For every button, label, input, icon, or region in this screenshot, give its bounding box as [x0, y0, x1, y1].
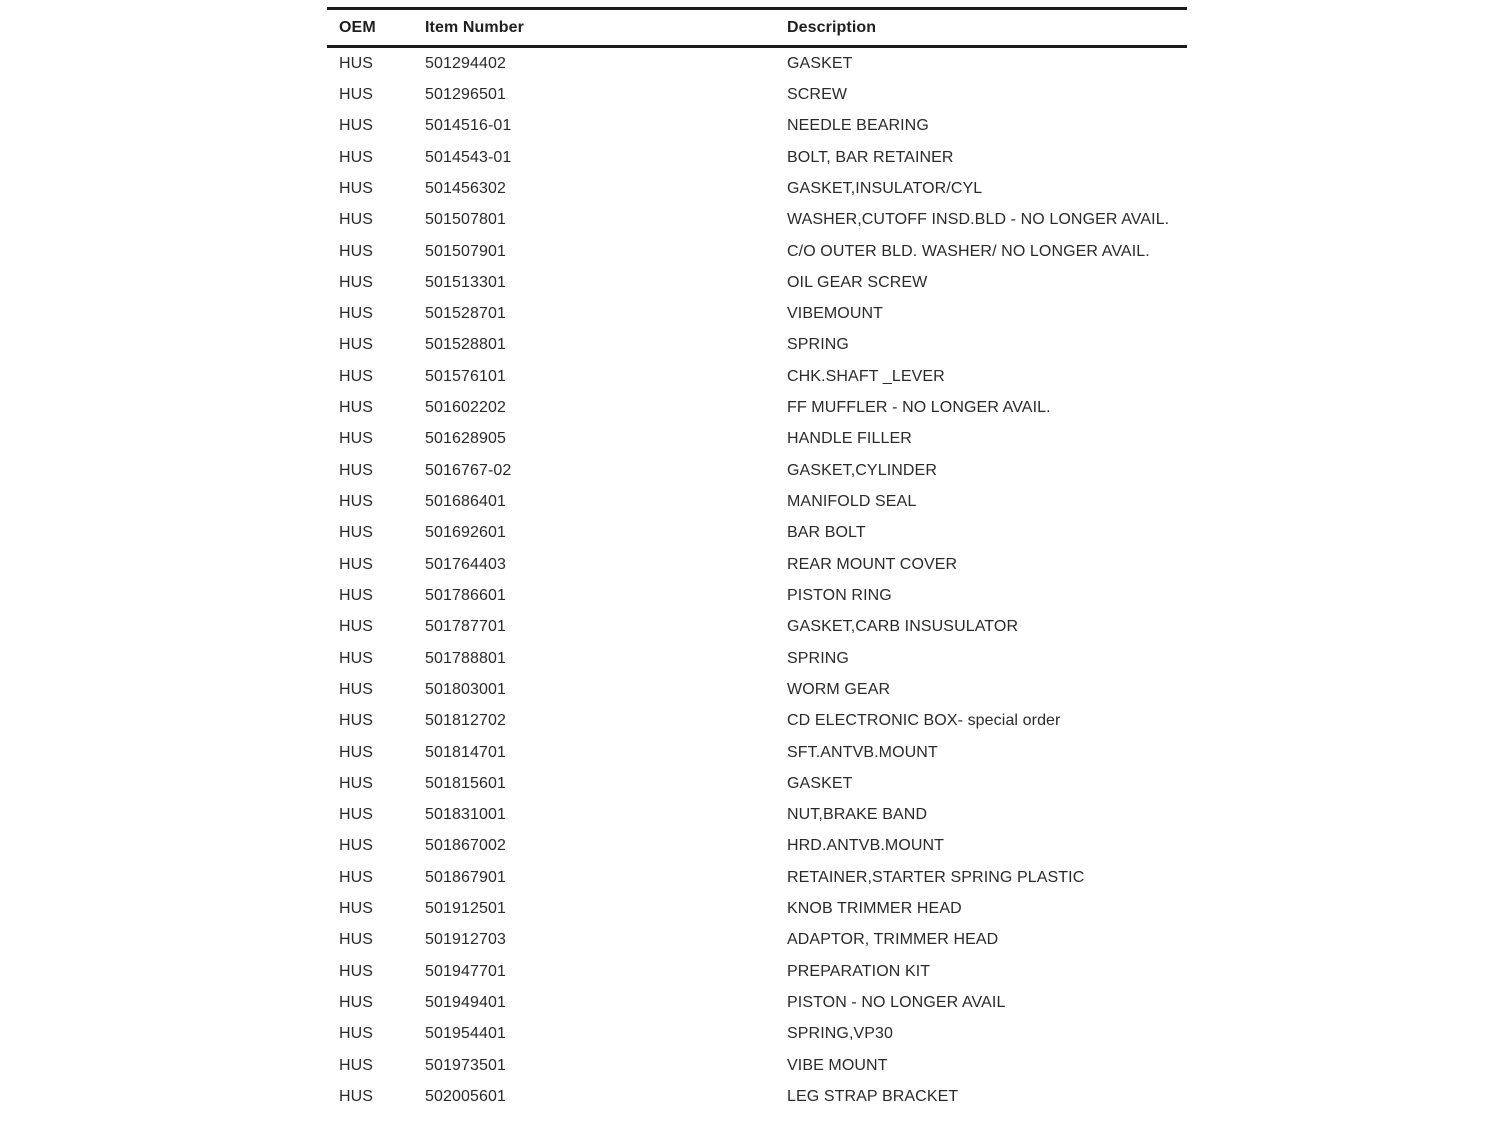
table-row: [327, 580, 1187, 611]
description-cell: MANIFOLD SEAL: [787, 493, 917, 511]
item-number-cell: 501815601: [425, 774, 506, 792]
oem-cell: HUS: [339, 837, 374, 855]
table-row: [327, 392, 1187, 423]
table-row: [327, 111, 1187, 142]
item-number-cell: 501949401: [425, 994, 506, 1012]
table-row: [327, 643, 1187, 674]
table-row: [327, 205, 1187, 236]
item-number-cell: 5014543-01: [425, 148, 512, 166]
item-number-cell: 501973501: [425, 1056, 506, 1074]
oem-cell: HUS: [339, 148, 374, 166]
table-row: [327, 48, 1187, 79]
description-cell: BAR BOLT: [787, 524, 866, 542]
oem-cell: HUS: [339, 994, 374, 1012]
table-row: [327, 925, 1187, 956]
item-number-cell: 501867901: [425, 868, 506, 886]
description-cell: PISTON RING: [787, 586, 892, 604]
description-cell: SPRING,VP30: [787, 1025, 894, 1043]
oem-cell: HUS: [339, 962, 374, 980]
oem-cell: HUS: [339, 743, 374, 761]
table-row: [327, 142, 1187, 173]
table-row: [327, 831, 1187, 862]
description-cell: PREPARATION KIT: [787, 962, 931, 980]
description-cell: GASKET: [787, 774, 853, 792]
table-body: [327, 48, 1187, 1113]
parts-table: [327, 7, 1187, 1113]
description-cell: GASKET: [787, 54, 853, 72]
item-number-cell: 501456302: [425, 179, 506, 197]
item-number-cell: 501814701: [425, 743, 506, 761]
description-cell: C/O OUTER BLD. WASHER/ NO LONGER AVAIL.: [787, 242, 1150, 260]
item-number-cell: 501528801: [425, 336, 506, 354]
oem-cell: HUS: [339, 242, 374, 260]
table-row: [327, 455, 1187, 486]
oem-cell: HUS: [339, 806, 374, 824]
oem-cell: HUS: [339, 211, 374, 229]
item-number-cell: 501787701: [425, 618, 506, 636]
table-row: [327, 706, 1187, 737]
item-number-cell: 5016767-02: [425, 461, 512, 479]
item-number-cell: 501294402: [425, 54, 506, 72]
table-row: [327, 674, 1187, 705]
table-row: [327, 173, 1187, 204]
description-cell: HRD.ANTVB.MOUNT: [787, 837, 945, 855]
description-cell: GASKET,CYLINDER: [787, 461, 937, 479]
table-row: [327, 267, 1187, 298]
oem-cell: HUS: [339, 618, 374, 636]
table-row: [327, 862, 1187, 893]
item-number-cell: 501867002: [425, 837, 506, 855]
item-number-cell: 501513301: [425, 273, 506, 291]
table-row: [327, 486, 1187, 517]
table-row: [327, 893, 1187, 924]
description-cell: GASKET,CARB INSUSULATOR: [787, 618, 1019, 636]
table-row: [327, 236, 1187, 267]
oem-cell: HUS: [339, 868, 374, 886]
oem-cell: HUS: [339, 493, 374, 511]
item-number-cell: 502005601: [425, 1087, 506, 1105]
item-number-cell: 501296501: [425, 85, 506, 103]
table-header: [327, 10, 1187, 45]
oem-cell: HUS: [339, 524, 374, 542]
item-number-cell: 501831001: [425, 806, 506, 824]
item-number-cell: 501788801: [425, 649, 506, 667]
table-row: [327, 612, 1187, 643]
oem-cell: HUS: [339, 367, 374, 385]
oem-cell: HUS: [339, 680, 374, 698]
oem-cell: HUS: [339, 273, 374, 291]
description-cell: GASKET,INSULATOR/CYL: [787, 179, 983, 197]
column-header-description: Description: [787, 18, 877, 36]
oem-cell: HUS: [339, 85, 374, 103]
description-cell: NUT,BRAKE BAND: [787, 806, 928, 824]
item-number-cell: 501764403: [425, 555, 506, 573]
description-cell: FF MUFFLER - NO LONGER AVAIL.: [787, 399, 1051, 417]
description-cell: VIBEMOUNT: [787, 305, 884, 323]
oem-cell: HUS: [339, 555, 374, 573]
item-number-cell: 501507801: [425, 211, 506, 229]
item-number-cell: 501912703: [425, 931, 506, 949]
description-cell: KNOB TRIMMER HEAD: [787, 900, 962, 918]
table-row: [327, 737, 1187, 768]
table-row: [327, 956, 1187, 987]
oem-cell: HUS: [339, 774, 374, 792]
description-cell: PISTON - NO LONGER AVAIL: [787, 994, 1006, 1012]
table-row: [327, 79, 1187, 110]
table-row: [327, 330, 1187, 361]
item-number-cell: 501954401: [425, 1025, 506, 1043]
table-row: [327, 768, 1187, 799]
description-cell: REAR MOUNT COVER: [787, 555, 958, 573]
item-number-cell: 501602202: [425, 399, 506, 417]
table-row: [327, 549, 1187, 580]
item-number-cell: 501812702: [425, 712, 506, 730]
oem-cell: HUS: [339, 1087, 374, 1105]
description-cell: CD ELECTRONIC BOX- special order: [787, 712, 1061, 730]
oem-cell: HUS: [339, 54, 374, 72]
description-cell: WORM GEAR: [787, 680, 891, 698]
item-number-cell: 501692601: [425, 524, 506, 542]
description-cell: BOLT, BAR RETAINER: [787, 148, 954, 166]
oem-cell: HUS: [339, 117, 374, 135]
description-cell: CHK.SHAFT _LEVER: [787, 367, 945, 385]
description-cell: NEEDLE BEARING: [787, 117, 929, 135]
description-cell: RETAINER,STARTER SPRING PLASTIC: [787, 868, 1085, 886]
item-number-cell: 501786601: [425, 586, 506, 604]
item-number-cell: 5014516-01: [425, 117, 512, 135]
description-cell: HANDLE FILLER: [787, 430, 912, 448]
item-number-cell: 501912501: [425, 900, 506, 918]
table-row: [327, 1081, 1187, 1112]
oem-cell: HUS: [339, 399, 374, 417]
item-number-cell: 501947701: [425, 962, 506, 980]
oem-cell: HUS: [339, 179, 374, 197]
table-row: [327, 800, 1187, 831]
description-cell: SPRING: [787, 336, 849, 354]
oem-cell: HUS: [339, 900, 374, 918]
oem-cell: HUS: [339, 430, 374, 448]
item-number-cell: 501803001: [425, 680, 506, 698]
item-number-cell: 501576101: [425, 367, 506, 385]
description-cell: OIL GEAR SCREW: [787, 273, 928, 291]
item-number-cell: 501528701: [425, 305, 506, 323]
oem-cell: HUS: [339, 1025, 374, 1043]
description-cell: VIBE MOUNT: [787, 1056, 888, 1074]
oem-cell: HUS: [339, 1056, 374, 1074]
item-number-cell: 501628905: [425, 430, 506, 448]
table-row: [327, 299, 1187, 330]
oem-cell: HUS: [339, 931, 374, 949]
table-row: [327, 518, 1187, 549]
table-row: [327, 1019, 1187, 1050]
column-header-oem: OEM: [339, 18, 376, 36]
item-number-cell: 501686401: [425, 493, 506, 511]
item-number-cell: 501507901: [425, 242, 506, 260]
oem-cell: HUS: [339, 712, 374, 730]
oem-cell: HUS: [339, 586, 374, 604]
column-header-item-number: Item Number: [425, 18, 524, 36]
table-row: [327, 424, 1187, 455]
table-row: [327, 987, 1187, 1018]
description-cell: ADAPTOR, TRIMMER HEAD: [787, 931, 999, 949]
oem-cell: HUS: [339, 649, 374, 667]
oem-cell: HUS: [339, 305, 374, 323]
table-row: [327, 1050, 1187, 1081]
description-cell: SPRING: [787, 649, 849, 667]
description-cell: WASHER,CUTOFF INSD.BLD - NO LONGER AVAIL.: [787, 211, 1170, 229]
description-cell: LEG STRAP BRACKET: [787, 1087, 959, 1105]
description-cell: SCREW: [787, 85, 848, 103]
oem-cell: HUS: [339, 461, 374, 479]
oem-cell: HUS: [339, 336, 374, 354]
description-cell: SFT.ANTVB.MOUNT: [787, 743, 938, 761]
table-row: [327, 361, 1187, 392]
